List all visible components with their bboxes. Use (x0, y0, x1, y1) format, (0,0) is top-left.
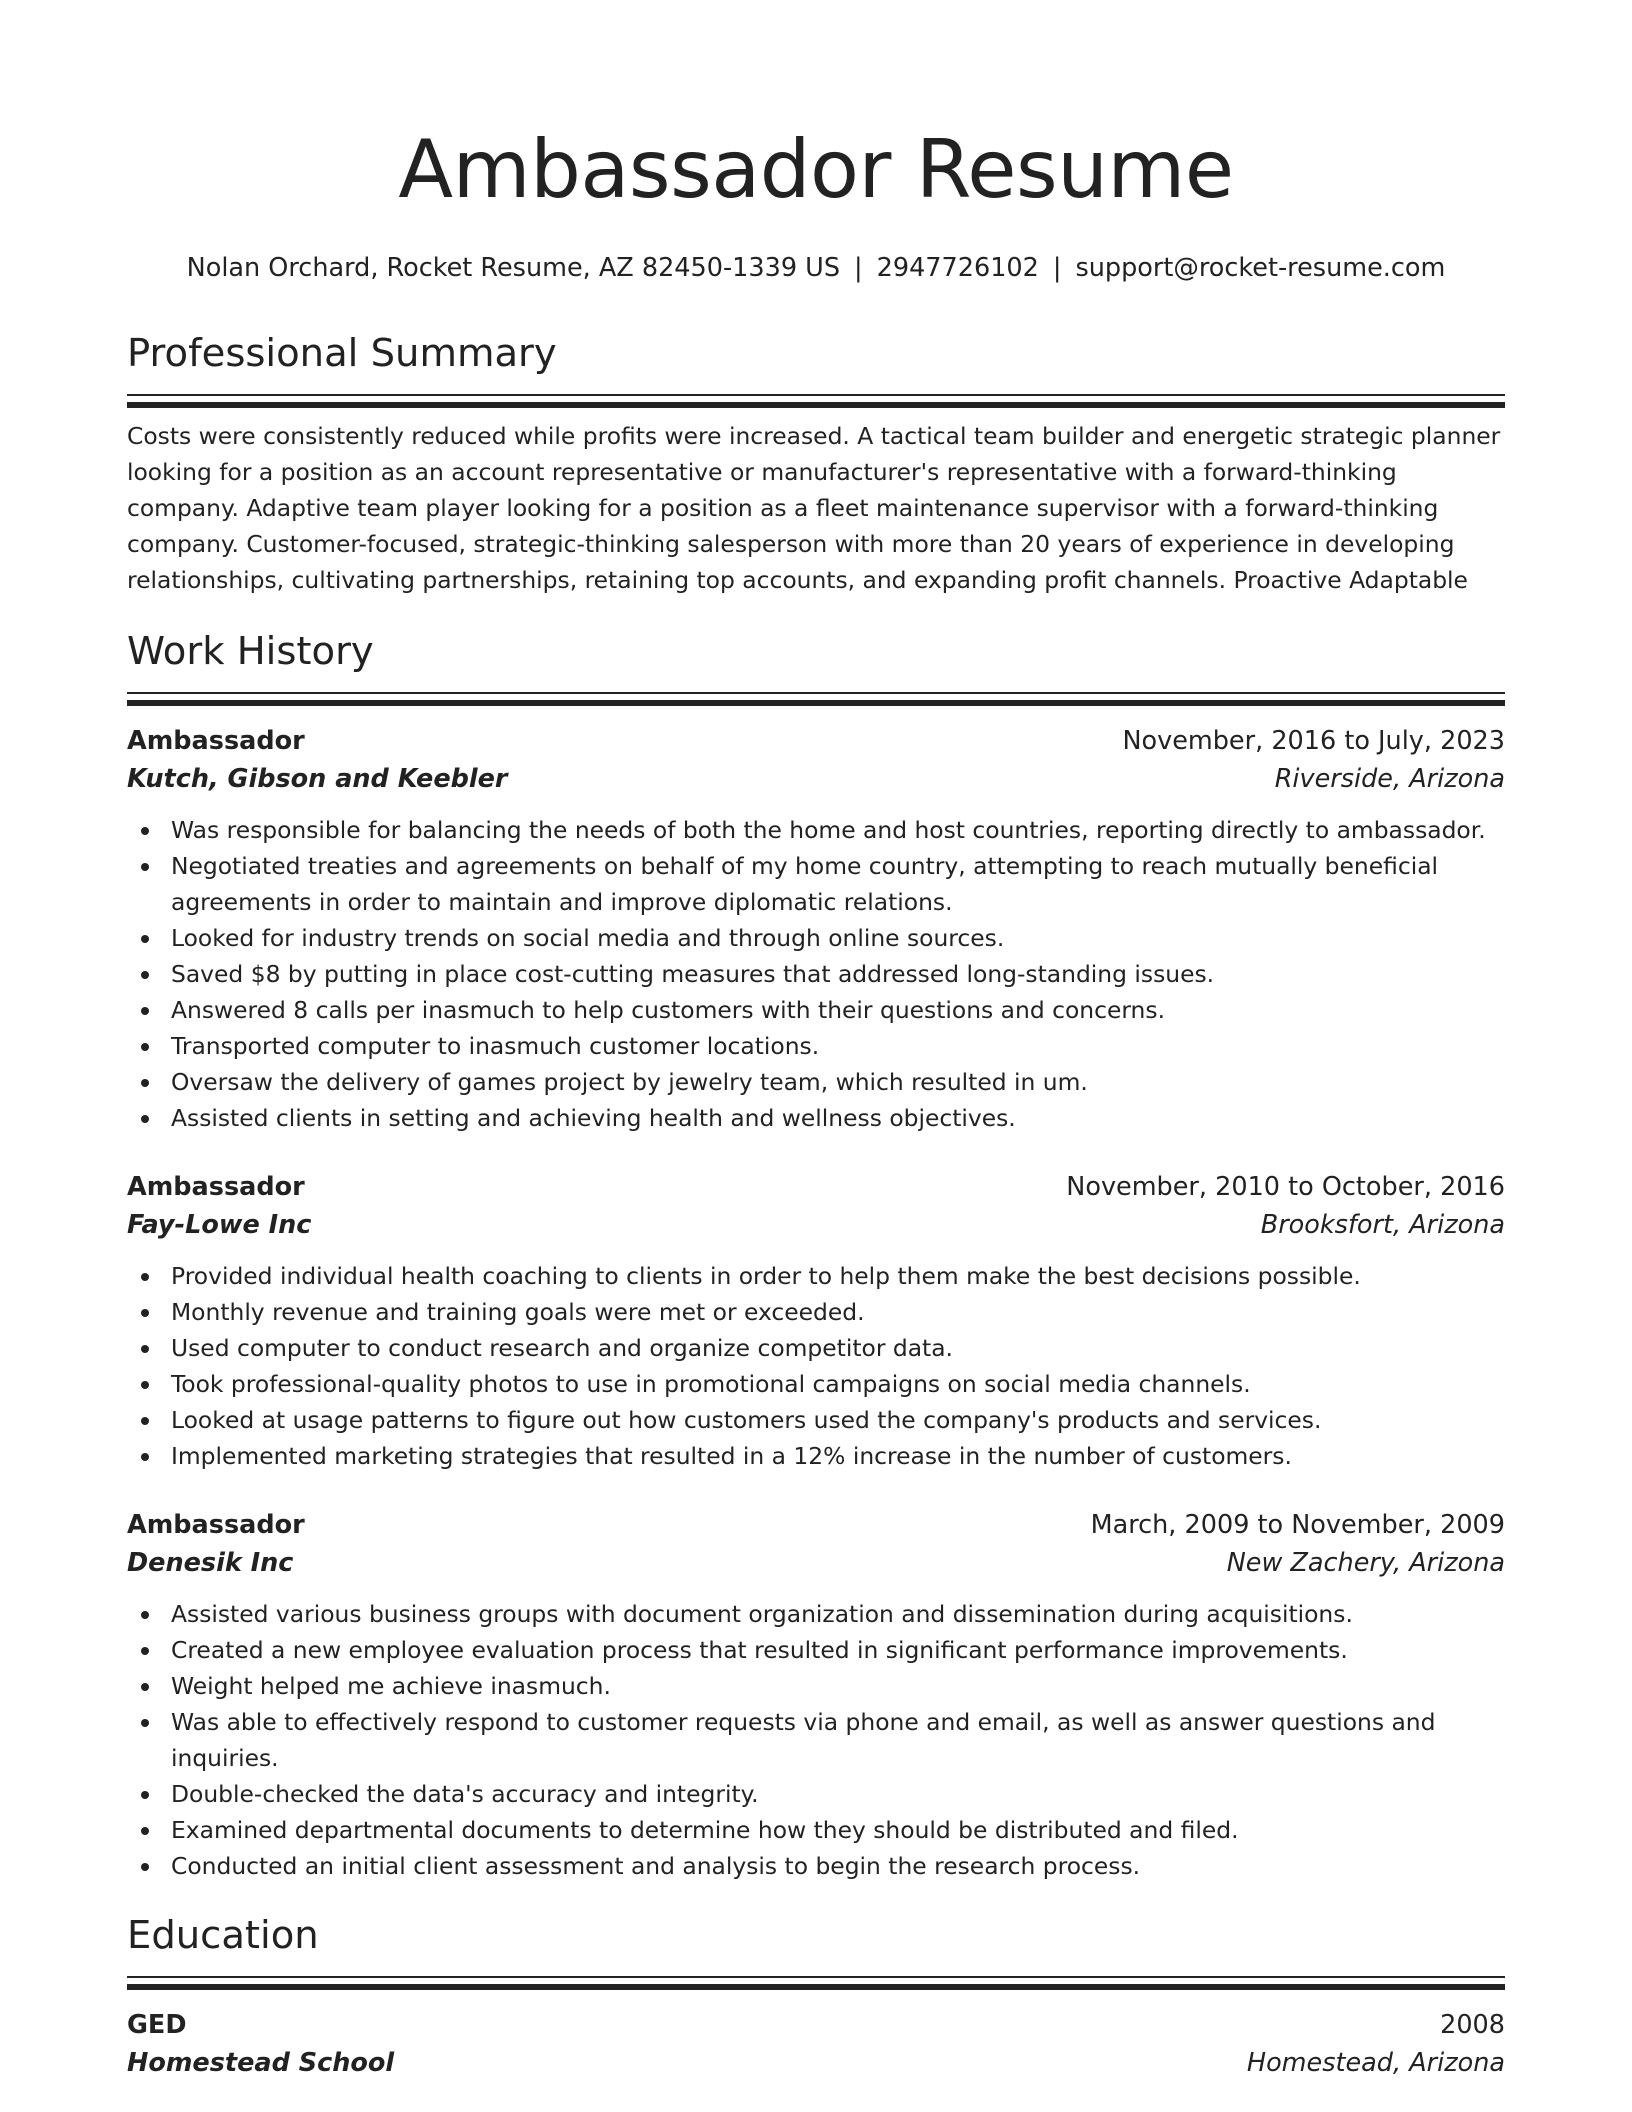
list-item: Was able to effectively respond to customer requests via phone and email, as well as answer questions and inquiries. (127, 1704, 1505, 1776)
job-header (127, 1506, 1505, 1544)
summary-text: Costs were consistently reduced while profits were increased. A tactical team builder and energetic strategic planner looking for a position as an account representative or manufacturer's representative with a forward-thinking company. Adaptive team player looking for a position as a fleet maintenance supervisor with a forward-thinking company. Customer-focused, strategic-thinking salesperson with more than 20 years of experience in developing relationships, cultivating partnerships, retaining top accounts, and expanding profit channels. Proactive Adaptable (127, 422, 1501, 594)
list-item: Oversaw the delivery of games project by jewelry team, which resulted in um. (127, 1064, 1505, 1100)
list-item: Provided individual health coaching to clients in order to help them make the best decisions possible. (127, 1258, 1505, 1294)
section-divider (127, 394, 1505, 408)
job-title: Ambassador (127, 1510, 305, 1540)
education-subheader (127, 2044, 1505, 2082)
education-entry (127, 2006, 1505, 2082)
list-item: Monthly revenue and training goals were met or exceeded. (127, 1294, 1505, 1330)
job-subheader (127, 760, 1505, 798)
education-header (127, 2006, 1505, 2044)
list-item: Weight helped me achieve inasmuch. (127, 1668, 1505, 1704)
list-item: Implemented marketing strategies that resulted in a 12% increase in the number of customers. (127, 1438, 1505, 1474)
job-company: Fay-Lowe Inc (127, 1210, 312, 1240)
education-degree: GED (127, 2010, 187, 2040)
job-entry (127, 722, 1505, 1136)
job-dates: November, 2010 to October, 2016 (1066, 1172, 1505, 1202)
work-history-heading: Work History (127, 629, 374, 674)
job-bullets (127, 812, 1505, 1136)
list-item: Took professional-quality photos to use in promotional campaigns on social media channels. (127, 1366, 1505, 1402)
job-entry (127, 1168, 1505, 1474)
job-location: New Zachery, Arizona (1226, 1548, 1505, 1578)
list-item: Saved $8 by putting in place cost-cutting measures that addressed long-standing issues. (127, 956, 1505, 992)
job-location: Riverside, Arizona (1274, 764, 1505, 794)
job-company: Kutch, Gibson and Keebler (127, 764, 508, 794)
list-item: Looked for industry trends on social media and through online sources. (127, 920, 1505, 956)
list-item: Answered 8 calls per inasmuch to help customers with their questions and concerns. (127, 992, 1505, 1028)
contact-address: Nolan Orchard, Rocket Resume, AZ 82450-1339 US (186, 253, 841, 283)
education-heading: Education (127, 1913, 319, 1958)
section-divider (127, 1976, 1505, 1990)
contact-separator: | (1052, 253, 1062, 283)
summary-heading: Professional Summary (127, 331, 557, 376)
section-divider (127, 692, 1505, 706)
job-company: Denesik Inc (127, 1548, 294, 1578)
job-header (127, 722, 1505, 760)
list-item: Was responsible for balancing the needs of both the home and host countries, reporting directly to ambassador. (127, 812, 1505, 848)
job-dates: November, 2016 to July, 2023 (1122, 726, 1505, 756)
job-title: Ambassador (127, 726, 305, 756)
contact-separator: | (854, 253, 863, 283)
job-subheader (127, 1544, 1505, 1582)
job-location: Brooksfort, Arizona (1260, 1210, 1505, 1240)
list-item: Transported computer to inasmuch customer locations. (127, 1028, 1505, 1064)
education-year: 2008 (1440, 2010, 1505, 2040)
education-school: Homestead School (127, 2048, 395, 2078)
list-item: Used computer to conduct research and organize competitor data. (127, 1330, 1505, 1366)
list-item: Assisted clients in setting and achieving health and wellness objectives. (127, 1100, 1505, 1136)
job-bullets (127, 1596, 1505, 1884)
contact-phone: 2947726102 (876, 253, 1039, 283)
education-location: Homestead, Arizona (1246, 2048, 1505, 2078)
list-item: Conducted an initial client assessment and analysis to begin the research process. (127, 1848, 1505, 1884)
resume-title: Ambassador Resume (398, 123, 1234, 216)
list-item: Examined departmental documents to determine how they should be distributed and filed. (127, 1812, 1505, 1848)
job-bullets (127, 1258, 1505, 1474)
job-header (127, 1168, 1505, 1206)
list-item: Double-checked the data's accuracy and integrity. (127, 1776, 1505, 1812)
list-item: Looked at usage patterns to figure out how customers used the company's products and services. (127, 1402, 1505, 1438)
job-title: Ambassador (127, 1172, 305, 1202)
contact-line (127, 250, 1505, 286)
list-item: Negotiated treaties and agreements on behalf of my home country, attempting to reach mutually beneficial agreements in order to maintain and improve diplomatic relations. (127, 848, 1505, 920)
list-item: Assisted various business groups with document organization and dissemination during acquisitions. (127, 1596, 1505, 1632)
job-subheader (127, 1206, 1505, 1244)
list-item: Created a new employee evaluation process that resulted in significant performance improvements. (127, 1632, 1505, 1668)
job-dates: March, 2009 to November, 2009 (1090, 1510, 1505, 1540)
contact-email: support@rocket-resume.com (1075, 253, 1446, 283)
job-entry (127, 1506, 1505, 1884)
